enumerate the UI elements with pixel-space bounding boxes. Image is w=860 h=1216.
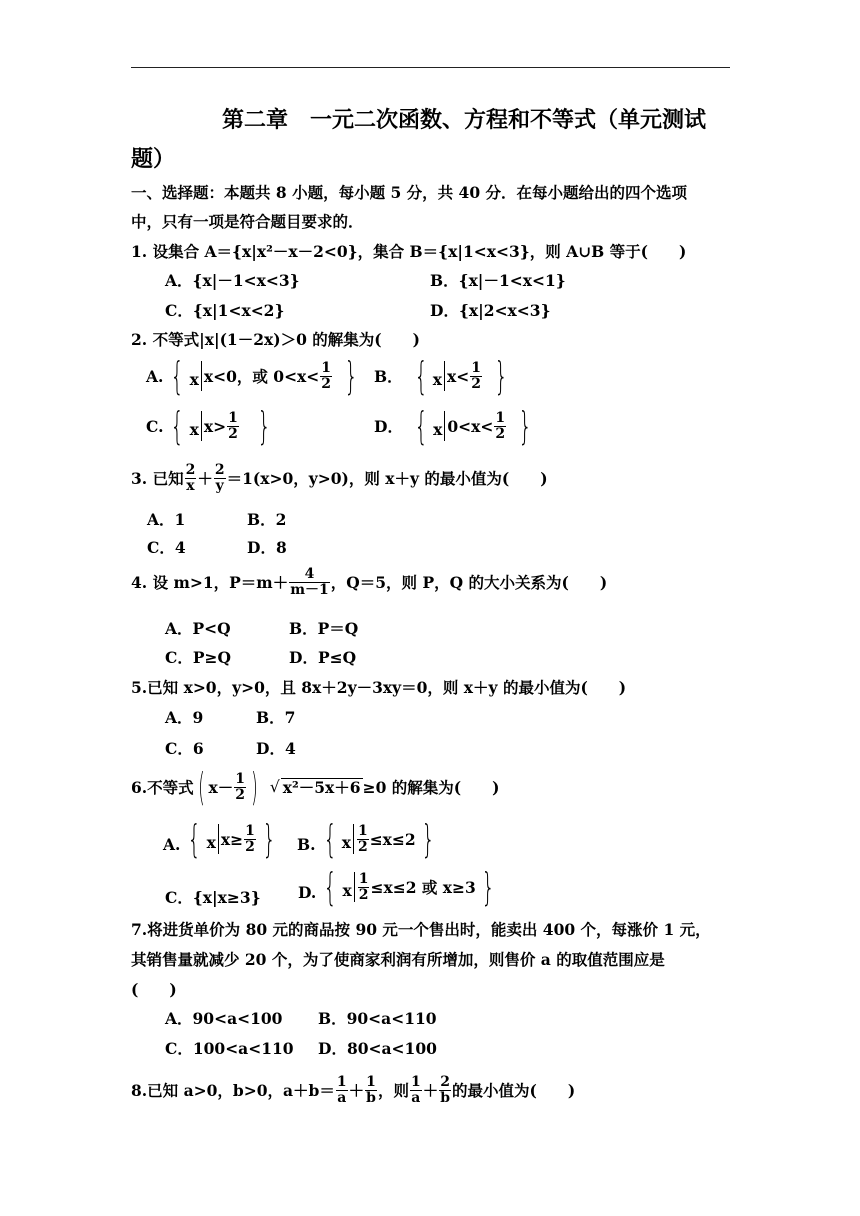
fraction: $\frac{2}{b}$	[440, 1074, 451, 1106]
section-heading-cont: 中，只有一项是符合题目要求的．	[131, 212, 364, 231]
q3-option-c: C．4	[147, 538, 186, 557]
fraction: $\frac{1}{2}$	[471, 359, 482, 392]
q6-stem	[131, 765, 500, 809]
fraction: $\frac{1}{2}$	[245, 822, 255, 855]
set-condition: x<0，或 0<x<	[203, 367, 320, 386]
q3-option-b: B．2	[247, 510, 287, 529]
q6-stem-pre: 6.不等式	[131, 778, 194, 797]
q6-stem-post: ≥0 的解集为( )	[362, 778, 500, 797]
plus-sign: ＋	[422, 1080, 439, 1100]
page-title-cont: 题）	[131, 146, 176, 172]
q4-option-b: B．P＝Q	[289, 619, 359, 638]
fraction: $\frac{1}{2}$	[357, 822, 368, 855]
q6-option-b	[297, 817, 440, 861]
q3-option-d: D．8	[247, 538, 287, 557]
q3-option-a: A．1	[147, 510, 186, 529]
sqrt-icon: √	[269, 778, 280, 796]
q4-option-d: D．P≤Q	[289, 648, 357, 667]
set-var: x	[433, 420, 443, 439]
q8-stem	[131, 1075, 575, 1106]
fraction: $\frac{1}{a}$	[336, 1074, 347, 1106]
sqrt-expression: x²－5x＋6	[282, 778, 361, 797]
q1-option-b: B．{x|－1<x<1}	[430, 271, 566, 290]
set-var: x	[342, 881, 352, 900]
set-condition: x<	[447, 366, 470, 386]
set-condition: x>	[203, 416, 227, 436]
fraction: $\frac{2}{y}$	[214, 462, 225, 494]
q6-option-a	[163, 817, 281, 861]
fraction: $\frac{1}{2}$	[228, 409, 238, 442]
q2-option-b	[374, 354, 513, 398]
fraction: $\frac{1}{a}$	[410, 1074, 421, 1106]
q2-option-c-label: C.	[146, 416, 164, 436]
right-brace: }	[421, 817, 435, 861]
q5-option-a: A．9	[165, 708, 204, 727]
q6-option-d	[298, 865, 500, 909]
set-bar	[444, 411, 445, 441]
section-heading: 一、选择题：本题共 8 小题，每小题 5 分，共 40 分．在每小题给出的四个选项	[131, 183, 688, 202]
q2-option-d-label: D．	[374, 417, 403, 436]
set-bar	[353, 824, 354, 854]
q3-stem	[131, 463, 548, 494]
q8-stem-post: 的最小值为( )	[452, 1080, 576, 1100]
fraction: $\frac{4}{m-1}$	[290, 566, 329, 598]
set-condition: ≤x≤2	[369, 829, 416, 849]
right-brace: }	[257, 404, 271, 448]
set-condition: 0<x<	[447, 416, 494, 436]
plus-sign: ＋	[348, 1080, 365, 1100]
fraction: $\frac{1}{2}$	[321, 359, 332, 392]
q3-stem-post: ＝1(x>0，y>0)，则 x＋y 的最小值为( )	[226, 468, 548, 488]
q7-option-a: A．90<a<100	[165, 1009, 283, 1028]
q6-option-a-label: A.	[163, 835, 181, 854]
fraction: $\frac{1}{2}$	[358, 870, 369, 903]
set-var: x	[189, 370, 199, 389]
set-bar	[201, 411, 202, 441]
left-brace: {	[322, 817, 337, 861]
q5-option-d: D．4	[256, 739, 296, 758]
q2-option-c	[146, 404, 276, 448]
q5-option-c: C．6	[165, 739, 204, 758]
right-brace: }	[494, 354, 508, 398]
q4-option-a: A．P<Q	[165, 619, 231, 638]
q8-stem-pre: 8.已知 a>0，b>0，a＋b＝	[131, 1080, 335, 1100]
left-brace: {	[187, 817, 202, 861]
q5-option-b: B．7	[256, 708, 296, 727]
right-brace: }	[481, 865, 495, 909]
set-bar	[354, 872, 355, 902]
q7-option-b: B．90<a<110	[318, 1009, 437, 1028]
left-brace: {	[323, 865, 338, 909]
set-var: x	[206, 833, 216, 852]
q6-option-c: C．{x|x≥3}	[165, 888, 261, 907]
right-brace: }	[344, 354, 358, 398]
q2-option-d	[374, 404, 537, 448]
right-paren: )	[251, 765, 258, 809]
set-bar	[201, 361, 202, 391]
q7-stem: 7.将进货单价为 80 元的商品按 90 元一个售出时，能卖出 400 个，每涨价 1 元，	[131, 920, 711, 939]
set-var: x	[341, 833, 351, 852]
q2-option-a-label: A.	[146, 366, 164, 386]
left-brace: {	[414, 404, 428, 448]
q1-option-a: A．{x|－1<x<3}	[165, 271, 300, 290]
right-brace: }	[518, 404, 532, 448]
set-condition: x≥	[220, 829, 244, 849]
q2-option-a	[146, 354, 363, 398]
set-bar	[218, 824, 219, 854]
fraction: $\frac{1}{2}$	[495, 409, 506, 442]
set-bar	[444, 361, 445, 391]
q6-option-d-label: D.	[298, 883, 317, 902]
q1-stem: 1. 设集合 A＝{x|x²－x－2<0}，集合 B＝{x|1<x<3}，则 A∪B 等于( )	[131, 242, 687, 261]
q1-option-c: C．{x|1<x<2}	[165, 301, 285, 320]
right-brace: }	[262, 817, 276, 861]
q4-stem-pre: 4. 设 m>1，P＝m＋	[131, 572, 289, 592]
set-var: x	[189, 420, 199, 439]
header-rule	[131, 67, 730, 68]
fraction: $\frac{1}{b}$	[366, 1074, 376, 1106]
q7-stem-cont: 其销售量就减少 20 个，为了使商家利润有所增加，则售价 a 的取值范围应是	[131, 950, 665, 969]
left-paren: (	[197, 765, 205, 809]
page-title: 第二章 一元二次函数、方程和不等式（单元测试	[222, 107, 707, 133]
q1-option-d: D．{x|2<x<3}	[430, 301, 551, 320]
q7-option-c: C．100<a<110	[165, 1039, 294, 1058]
q4-stem	[131, 567, 607, 598]
q8-stem-mid: ，则	[377, 1080, 409, 1100]
paren-expression: x－	[208, 778, 234, 797]
set-condition: ≤x≤2 或 x≥3	[370, 878, 476, 897]
q5-stem: 5.已知 x>0，y>0，且 8x＋2y－3xy＝0，则 x＋y 的最小值为( )	[131, 678, 627, 697]
q2-stem: 2. 不等式|x|(1－2x)＞0 的解集为( )	[131, 330, 420, 349]
q7-stem-paren: ( )	[131, 980, 177, 999]
plus-sign: ＋	[197, 468, 213, 488]
left-brace: {	[170, 404, 185, 448]
q4-option-c: C．P≥Q	[165, 648, 231, 667]
set-var: x	[432, 370, 443, 389]
q7-option-d: D．80<a<100	[318, 1039, 437, 1058]
left-brace: {	[170, 354, 185, 398]
q3-stem-pre: 3. 已知	[131, 468, 184, 488]
q2-option-b-label: B．	[374, 367, 403, 386]
fraction: $\frac{2}{x}$	[185, 462, 196, 494]
q6-option-b-label: B.	[297, 835, 316, 854]
fraction: $\frac{1}{2}$	[235, 770, 246, 803]
left-brace: {	[414, 354, 428, 398]
q4-stem-post: ，Q＝5，则 P，Q 的大小关系为( )	[330, 572, 608, 592]
